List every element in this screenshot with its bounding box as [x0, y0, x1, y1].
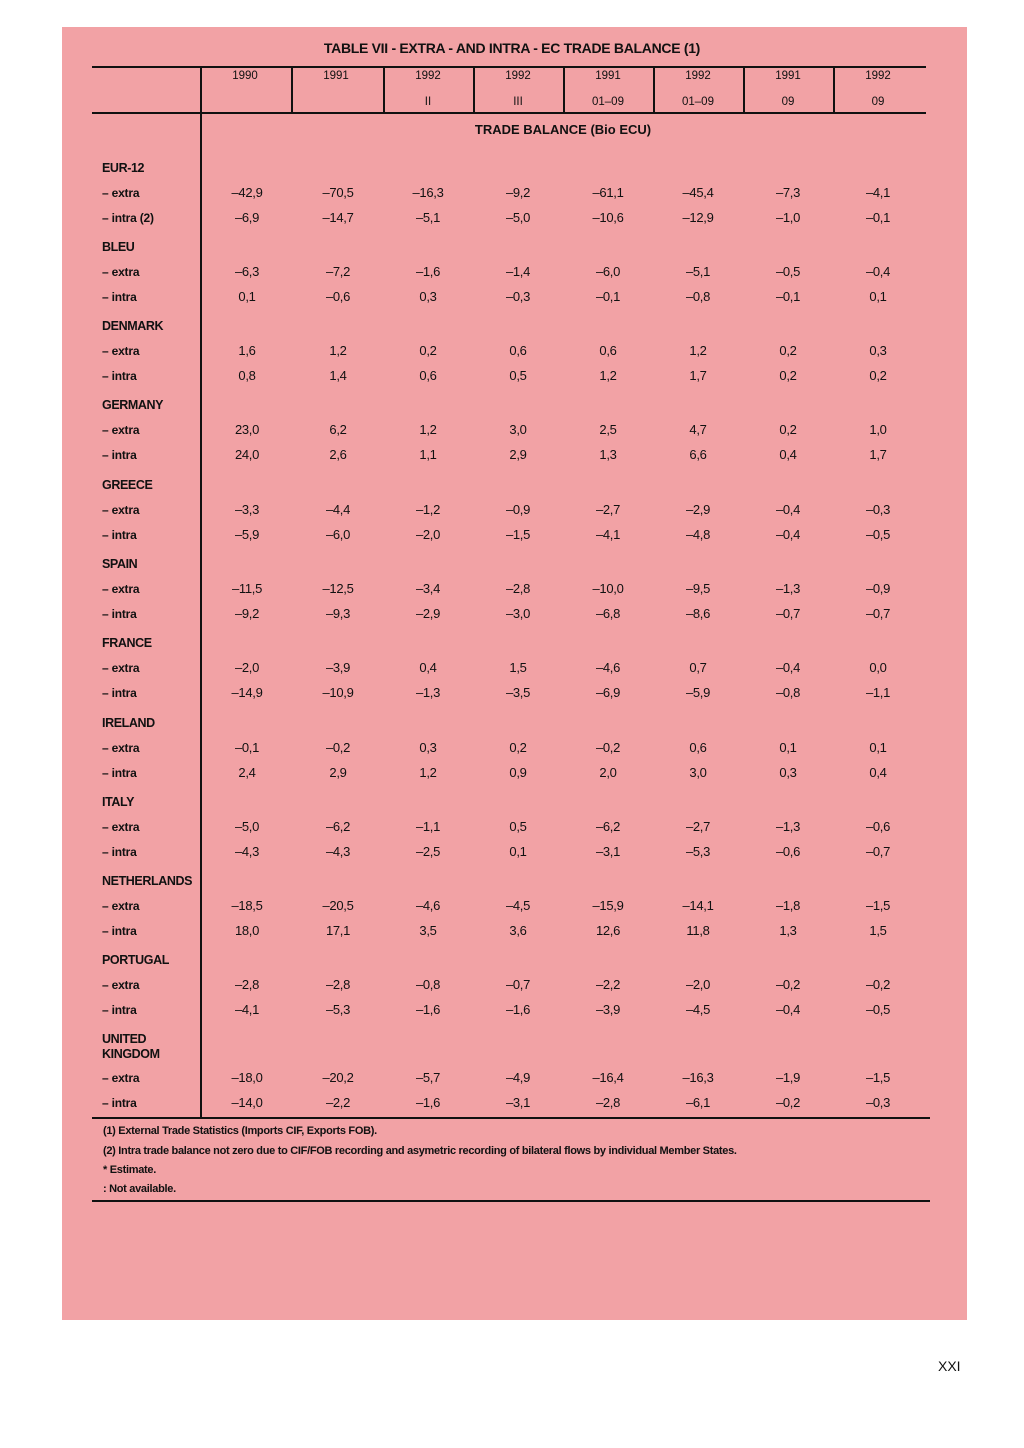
header-year: 1991 — [775, 70, 801, 82]
table-cell: 2,6 — [329, 447, 347, 462]
table-cell: –6,3 — [234, 264, 260, 279]
table-cell: –4,3 — [234, 844, 260, 859]
table-cell: –4,5 — [685, 1002, 711, 1017]
table-cell: 0,6 — [419, 368, 437, 383]
table-cell: 0,5 — [509, 819, 527, 834]
table-cell: –4,5 — [505, 898, 531, 913]
table-cell: –12,5 — [322, 581, 354, 596]
table-cell: –61,1 — [592, 185, 624, 200]
table-cell: –2,8 — [234, 977, 260, 992]
table-cell: 1,5 — [869, 923, 887, 938]
table-cell: –14,9 — [231, 685, 263, 700]
row-label: – intra (2) — [102, 211, 154, 225]
table-cell: –6,9 — [595, 685, 621, 700]
row-label: – extra — [102, 423, 140, 437]
table-cell: –5,0 — [505, 210, 531, 225]
table-cell: –1,8 — [775, 898, 801, 913]
table-cell: 0,3 — [869, 343, 887, 358]
table-cell: 0,2 — [869, 368, 887, 383]
table-cell: –2,0 — [234, 660, 260, 675]
table-cell: –15,9 — [592, 898, 624, 913]
table-cell: –1,6 — [415, 264, 441, 279]
table-cell: –2,9 — [415, 606, 441, 621]
table-cell: –2,8 — [325, 977, 351, 992]
table-cell: –5,1 — [685, 264, 711, 279]
table-cell: –2,2 — [325, 1095, 351, 1110]
table-cell: –3,3 — [234, 502, 260, 517]
table-cell: 6,6 — [689, 447, 707, 462]
table-cell: –3,9 — [325, 660, 351, 675]
table-cell: –0,4 — [775, 527, 801, 542]
header-year: 1992 — [505, 70, 531, 82]
table-cell: –10,0 — [592, 581, 624, 596]
row-label: – extra — [102, 503, 140, 517]
footnote: (2) Intra trade balance not zero due to CIF/FOB recording and asymetric recording of bilateral flows by individual Member States. — [103, 1145, 737, 1157]
table-cell: 24,0 — [234, 447, 260, 462]
table-cell: –1,5 — [505, 527, 531, 542]
table-cell: –0,4 — [775, 660, 801, 675]
header-period: 01–09 — [682, 96, 714, 108]
table-cell: –1,3 — [775, 581, 801, 596]
table-cell: –4,8 — [685, 527, 711, 542]
table-cell: 4,7 — [689, 422, 707, 437]
group-label: NETHERLANDS — [102, 874, 193, 888]
table-cell: –45,4 — [682, 185, 714, 200]
table-cell: –18,0 — [231, 1070, 263, 1085]
table-cell: 1,2 — [689, 343, 707, 358]
table-cell: –0,5 — [865, 1002, 891, 1017]
table-cell: –1,1 — [415, 819, 441, 834]
table-cell: –1,5 — [865, 898, 891, 913]
table-cell: –0,7 — [865, 844, 891, 859]
table-cell: –0,7 — [865, 606, 891, 621]
header-period: 09 — [871, 96, 885, 108]
table-cell: –5,9 — [685, 685, 711, 700]
table-cell: –2,7 — [595, 502, 621, 517]
table-cell: –0,2 — [775, 1095, 801, 1110]
table-title: TABLE VII - EXTRA - AND INTRA - EC TRADE BALANCE (1) — [323, 40, 701, 56]
table-cell: –0,2 — [775, 977, 801, 992]
table-cell: 1,4 — [329, 368, 347, 383]
page-number: XXI — [938, 1358, 961, 1374]
row-label: – extra — [102, 741, 140, 755]
table-cell: –0,4 — [865, 264, 891, 279]
table-cell: –8,6 — [685, 606, 711, 621]
footnote: (1) External Trade Statistics (Imports CIF, Exports FOB). — [103, 1125, 377, 1137]
table-cell: –18,5 — [231, 898, 263, 913]
table-cell: –6,0 — [595, 264, 621, 279]
table-cell: 0,2 — [419, 343, 437, 358]
table-cell: –7,3 — [775, 185, 801, 200]
table-cell: –3,1 — [595, 844, 621, 859]
table-cell: –4,1 — [595, 527, 621, 542]
group-label: KINGDOM — [102, 1047, 160, 1061]
row-label: – intra — [102, 290, 137, 304]
table-cell: –10,9 — [322, 685, 354, 700]
row-label: – intra — [102, 766, 137, 780]
table-cell: –0,1 — [595, 289, 621, 304]
table-cell: –1,2 — [415, 502, 441, 517]
table-cell: –5,0 — [234, 819, 260, 834]
table-cell: 0,2 — [779, 422, 797, 437]
table-cell: 23,0 — [234, 422, 260, 437]
footnote: * Estimate. — [103, 1164, 156, 1176]
table-cell: –5,3 — [325, 1002, 351, 1017]
group-label: BLEU — [102, 240, 135, 254]
table-cell: –0,1 — [865, 210, 891, 225]
table-cell: –6,9 — [234, 210, 260, 225]
group-label: EUR-12 — [102, 161, 145, 175]
row-label: – extra — [102, 899, 140, 913]
table-cell: –0,2 — [325, 740, 351, 755]
table-cell: –3,0 — [505, 606, 531, 621]
group-label: DENMARK — [102, 319, 164, 333]
table-cell: 0,1 — [779, 740, 797, 755]
table-cell: –0,3 — [505, 289, 531, 304]
table-cell: –11,5 — [231, 581, 263, 596]
table-cell: –4,6 — [595, 660, 621, 675]
table-cell: –3,5 — [505, 685, 531, 700]
table-cell: 1,7 — [869, 447, 887, 462]
table-cell: –0,4 — [775, 1002, 801, 1017]
table-cell: –1,1 — [865, 685, 891, 700]
header-year: 1990 — [232, 70, 258, 82]
table-cell: –0,3 — [865, 1095, 891, 1110]
row-label: – extra — [102, 978, 140, 992]
header-top-rule — [92, 66, 926, 68]
table-cell: –2,9 — [685, 502, 711, 517]
table-cell: 2,5 — [599, 422, 617, 437]
row-label: – intra — [102, 686, 137, 700]
table-cell: –20,5 — [322, 898, 354, 913]
table-cell: –0,6 — [775, 844, 801, 859]
table-cell: –6,8 — [595, 606, 621, 621]
table-cell: 0,6 — [599, 343, 617, 358]
table-cell: 6,2 — [329, 422, 347, 437]
table-cell: 0,2 — [779, 343, 797, 358]
row-label: – extra — [102, 661, 140, 675]
table-cell: 1,5 — [509, 660, 527, 675]
table-cell: 0,3 — [779, 765, 797, 780]
header-period: III — [513, 96, 523, 108]
table-cell: –6,2 — [595, 819, 621, 834]
table-cell: –5,3 — [685, 844, 711, 859]
header-period: II — [424, 96, 432, 108]
table-cell: 0,6 — [689, 740, 707, 755]
table-cell: 1,2 — [419, 765, 437, 780]
table-cell: –2,7 — [685, 819, 711, 834]
table-cell: 0,8 — [238, 368, 256, 383]
row-label: – intra — [102, 369, 137, 383]
table-cell: –70,5 — [322, 185, 354, 200]
table-cell: 0,5 — [509, 368, 527, 383]
table-cell: –6,0 — [325, 527, 351, 542]
table-cell: 1,2 — [599, 368, 617, 383]
table-cell: –4,9 — [505, 1070, 531, 1085]
table-cell: 2,4 — [238, 765, 256, 780]
header-year: 1992 — [865, 70, 891, 82]
table-cell: –0,7 — [775, 606, 801, 621]
table-cell: –3,1 — [505, 1095, 531, 1110]
unit-label: TRADE BALANCE (Bio ECU) — [474, 122, 652, 137]
row-label: – extra — [102, 1071, 140, 1085]
table-cell: –2,5 — [415, 844, 441, 859]
row-label: – intra — [102, 845, 137, 859]
header-period: 01–09 — [592, 96, 624, 108]
table-cell: –0,4 — [775, 502, 801, 517]
table-cell: –1,9 — [775, 1070, 801, 1085]
table-cell: 3,6 — [509, 923, 527, 938]
table-cell: –6,2 — [325, 819, 351, 834]
group-label: UNITED — [102, 1032, 147, 1046]
row-label: – intra — [102, 1003, 137, 1017]
table-cell: 1,7 — [689, 368, 707, 383]
table-cell: 0,2 — [509, 740, 527, 755]
table-cell: 0,0 — [869, 660, 887, 675]
table-cell: 1,6 — [238, 343, 256, 358]
table-cell: –0,7 — [505, 977, 531, 992]
table-cell: –1,6 — [415, 1095, 441, 1110]
table-cell: –0,3 — [865, 502, 891, 517]
table-cell: 0,1 — [509, 844, 527, 859]
table-cell: 0,1 — [869, 740, 887, 755]
group-label: IRELAND — [102, 716, 155, 730]
table-bottom-rule — [92, 1117, 930, 1119]
header-year: 1992 — [685, 70, 711, 82]
table-cell: 18,0 — [234, 923, 260, 938]
table-cell: 2,0 — [599, 765, 617, 780]
table-cell: 0,2 — [779, 368, 797, 383]
header-bottom-rule — [92, 112, 926, 114]
header-year: 1991 — [595, 70, 621, 82]
table-cell: –4,6 — [415, 898, 441, 913]
table-cell: 3,0 — [689, 765, 707, 780]
table-cell: 3,0 — [509, 422, 527, 437]
table-cell: 3,5 — [419, 923, 437, 938]
table-cell: –20,2 — [322, 1070, 354, 1085]
group-label: PORTUGAL — [102, 953, 169, 967]
table-cell: –2,8 — [505, 581, 531, 596]
row-label: – extra — [102, 582, 140, 596]
table-cell: –1,5 — [865, 1070, 891, 1085]
table-cell: 0,7 — [689, 660, 707, 675]
header-period: 09 — [781, 96, 795, 108]
table-cell: 11,8 — [686, 923, 710, 938]
table-cell: –4,1 — [865, 185, 891, 200]
table-cell: –9,2 — [234, 606, 260, 621]
table-cell: 0,3 — [419, 289, 437, 304]
table-cell: –2,0 — [685, 977, 711, 992]
table-cell: 2,9 — [329, 765, 347, 780]
table-cell: 1,0 — [869, 422, 887, 437]
table-cell: 0,3 — [419, 740, 437, 755]
row-label: – intra — [102, 607, 137, 621]
row-label: – intra — [102, 1096, 137, 1110]
table-cell: –2,2 — [595, 977, 621, 992]
table-cell: –1,6 — [505, 1002, 531, 1017]
row-label: – extra — [102, 820, 140, 834]
header-year: 1992 — [415, 70, 441, 82]
table-cell: 17,1 — [325, 923, 351, 938]
table-cell: –9,3 — [325, 606, 351, 621]
table-cell: 0,4 — [419, 660, 437, 675]
table-cell: –0,8 — [415, 977, 441, 992]
table-cell: –1,6 — [415, 1002, 441, 1017]
table-cell: 1,2 — [419, 422, 437, 437]
table-cell: –0,1 — [234, 740, 260, 755]
table-cell: –14,7 — [322, 210, 354, 225]
table-cell: –16,4 — [592, 1070, 624, 1085]
table-cell: –42,9 — [231, 185, 263, 200]
table-cell: –14,1 — [682, 898, 714, 913]
table-cell: –1,3 — [775, 819, 801, 834]
table-cell: –0,9 — [505, 502, 531, 517]
table-cell: 1,3 — [779, 923, 797, 938]
table-cell: –4,3 — [325, 844, 351, 859]
table-cell: –1,4 — [505, 264, 531, 279]
table-cell: –7,2 — [325, 264, 351, 279]
group-label: ITALY — [102, 795, 135, 809]
table-cell: 1,2 — [329, 343, 347, 358]
table-cell: –0,5 — [775, 264, 801, 279]
table-cell: –0,6 — [325, 289, 351, 304]
table-cell: –0,8 — [685, 289, 711, 304]
table-cell: 1,1 — [419, 447, 437, 462]
row-label: – intra — [102, 528, 137, 542]
row-label: – extra — [102, 186, 140, 200]
table-cell: 0,4 — [869, 765, 887, 780]
table-cell: –0,2 — [865, 977, 891, 992]
table-cell: 12,6 — [595, 923, 621, 938]
table-cell: –3,4 — [415, 581, 441, 596]
table-cell: –0,9 — [865, 581, 891, 596]
table-cell: –12,9 — [682, 210, 714, 225]
group-label: GERMANY — [102, 398, 164, 412]
table-cell: –4,4 — [325, 502, 351, 517]
group-label: FRANCE — [102, 636, 152, 650]
table-cell: –0,6 — [865, 819, 891, 834]
table-cell: –6,1 — [685, 1095, 711, 1110]
footnote-bottom-rule — [92, 1200, 930, 1202]
table-cell: –1,3 — [415, 685, 441, 700]
table-cell: –0,2 — [595, 740, 621, 755]
table-cell: 2,9 — [509, 447, 527, 462]
group-label: GREECE — [102, 478, 153, 492]
row-label: – intra — [102, 448, 137, 462]
group-label: SPAIN — [102, 557, 138, 571]
table-cell: –14,0 — [231, 1095, 263, 1110]
table-cell: –0,8 — [775, 685, 801, 700]
table-cell: 0,1 — [238, 289, 256, 304]
footnote: : Not available. — [103, 1183, 176, 1195]
table-cell: –16,3 — [412, 185, 444, 200]
table-cell: –4,1 — [234, 1002, 260, 1017]
table-cell: –2,0 — [415, 527, 441, 542]
header-year: 1991 — [323, 70, 349, 82]
table-cell: –5,1 — [415, 210, 441, 225]
table-cell: 1,3 — [599, 447, 617, 462]
table-cell: –16,3 — [682, 1070, 714, 1085]
table-cell: –0,5 — [865, 527, 891, 542]
table-cell: –9,2 — [505, 185, 531, 200]
table-cell: 0,1 — [869, 289, 887, 304]
table-cell: –9,5 — [685, 581, 711, 596]
table-cell: –3,9 — [595, 1002, 621, 1017]
table-cell: –5,7 — [415, 1070, 441, 1085]
table-cell: –5,9 — [234, 527, 260, 542]
row-label: – extra — [102, 344, 140, 358]
row-label: – extra — [102, 265, 140, 279]
table-cell: 0,6 — [509, 343, 527, 358]
table-cell: –10,6 — [592, 210, 624, 225]
table-cell: –2,8 — [595, 1095, 621, 1110]
table-cell: –0,1 — [775, 289, 801, 304]
row-label: – intra — [102, 924, 137, 938]
table-cell: 0,4 — [779, 447, 797, 462]
table-cell: 0,9 — [509, 765, 527, 780]
table-cell: –1,0 — [775, 210, 801, 225]
